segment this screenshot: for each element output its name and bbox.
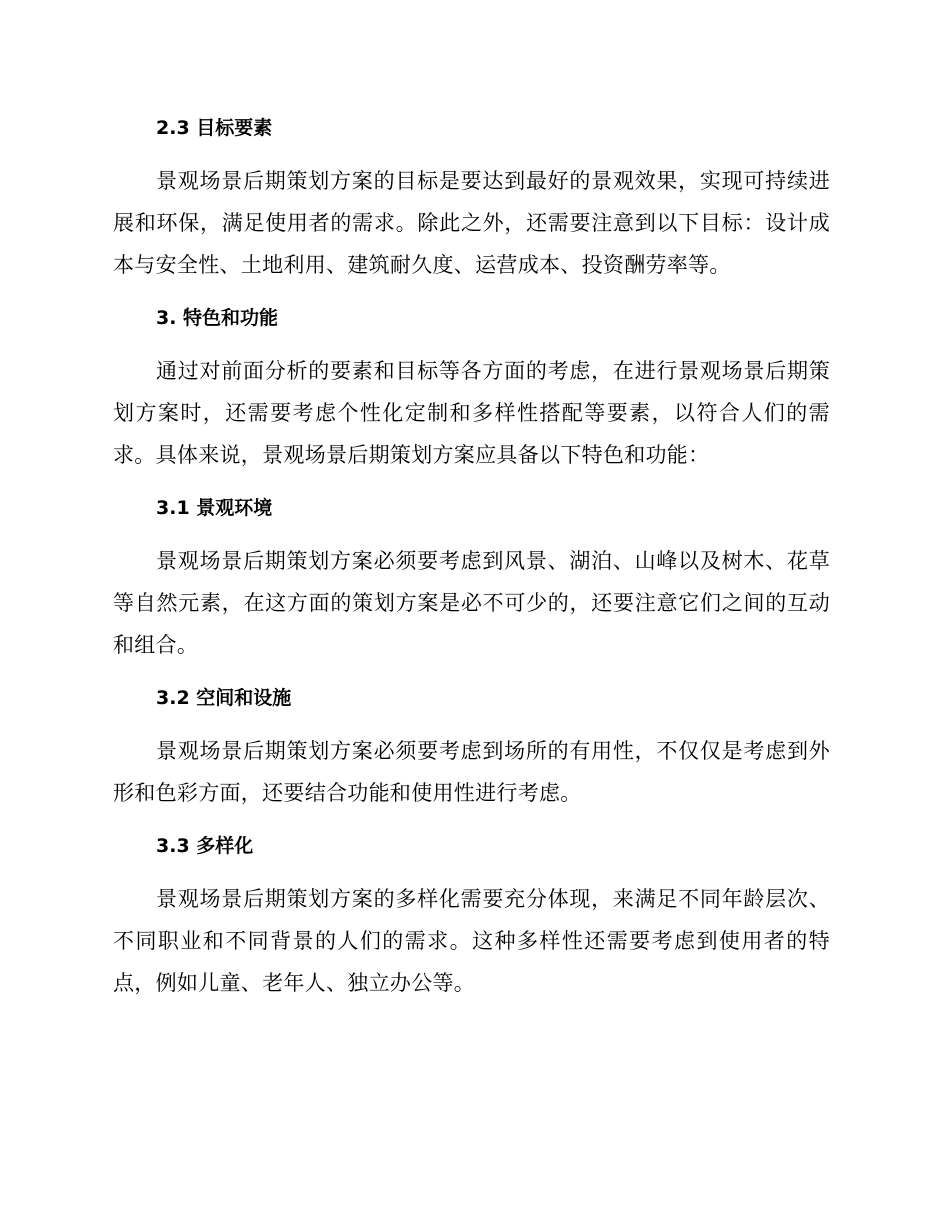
section-paragraph-3: 通过对前面分析的要素和目标等各方面的考虑，在进行景观场景后期策划方案时，还需要考虑个性化定制和多样性搭配等要素，以符合人们的需求。具体来说，景观场景后期策划方案应具备以下特色和功能： <box>113 359 830 467</box>
section-paragraph-3-1: 景观场景后期策划方案必须要考虑到风景、湖泊、山峰以及树木、花草等自然元素，在这方面的策划方案是必不可少的，还要注意它们之间的互动和组合。 <box>113 549 830 657</box>
section-paragraph-2-3: 景观场景后期策划方案的目标是要达到最好的景观效果，实现可持续进展和环保，满足使用者的需求。除此之外，还需要注意到以下目标：设计成本与安全性、土地利用、建筑耐久度、运营成本、投资酬劳率等。 <box>113 169 830 277</box>
section-paragraph-3-3: 景观场景后期策划方案的多样化需要充分体现，来满足不同年龄层次、不同职业和不同背景的人们的需求。这种多样性还需要考虑到使用者的特点，例如儿童、老年人、独立办公等。 <box>113 887 830 995</box>
section-heading-3: 3. 特色和功能 <box>156 307 279 329</box>
section-heading-3-3: 3.3 多样化 <box>156 835 254 857</box>
section-paragraph-3-2: 景观场景后期策划方案必须要考虑到场所的有用性，不仅仅是考虑到外形和色彩方面，还要结合功能和使用性进行考虑。 <box>113 739 830 805</box>
section-heading-3-1: 3.1 景观环境 <box>156 497 273 519</box>
section-heading-2-3: 2.3 目标要素 <box>156 117 273 139</box>
section-heading-3-2: 3.2 空间和设施 <box>156 687 292 709</box>
